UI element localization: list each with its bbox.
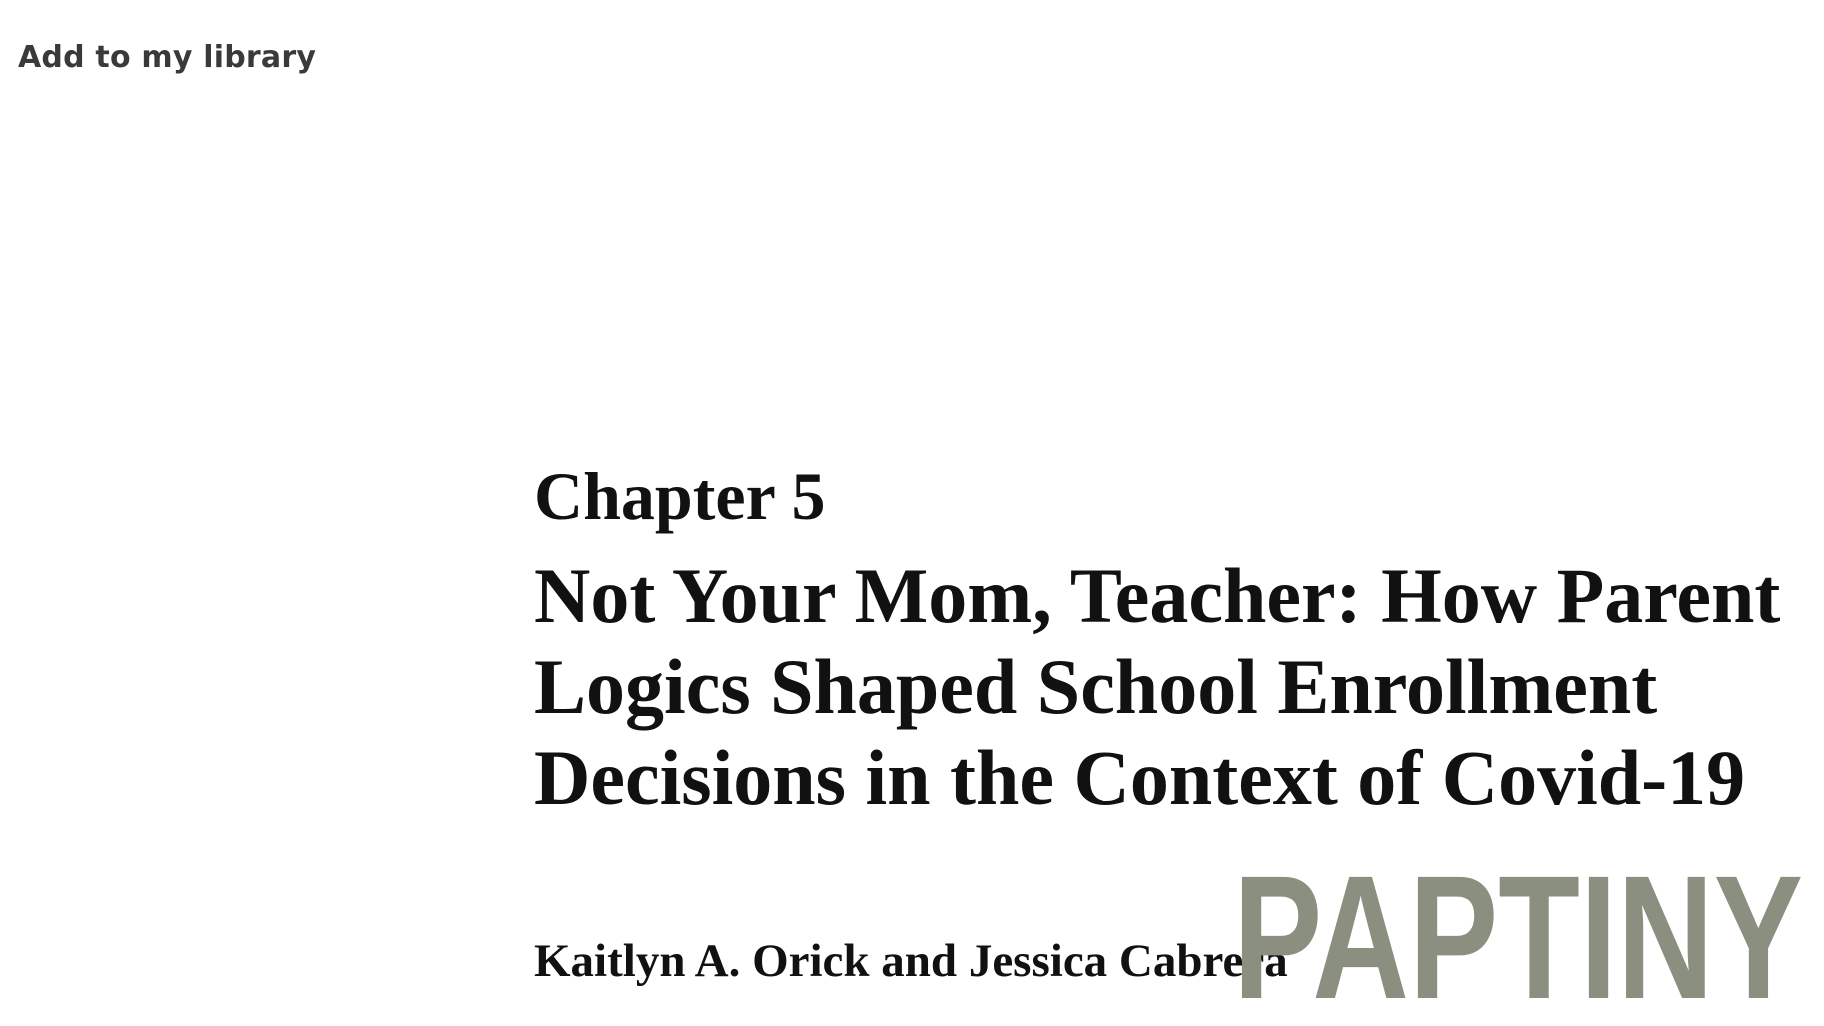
watermark-text: PAPTINY	[1233, 858, 1803, 1004]
chapter-label: Chapter 5	[534, 458, 826, 534]
chapter-title-line: Decisions in the Context of Covid-19	[534, 734, 1746, 821]
chapter-heading	[534, 458, 1824, 823]
watermark-logo	[1228, 858, 1808, 1004]
add-to-library-link[interactable]: Add to my library	[18, 40, 317, 75]
chapter-authors: Kaitlyn A. Orick and Jessica Cabrera	[534, 935, 1288, 987]
chapter-title	[534, 550, 1824, 823]
chapter-title-line: Logics Shaped School Enrollment	[534, 643, 1658, 730]
chapter-title-line: Not Your Mom, Teacher: How Parent	[534, 552, 1781, 639]
